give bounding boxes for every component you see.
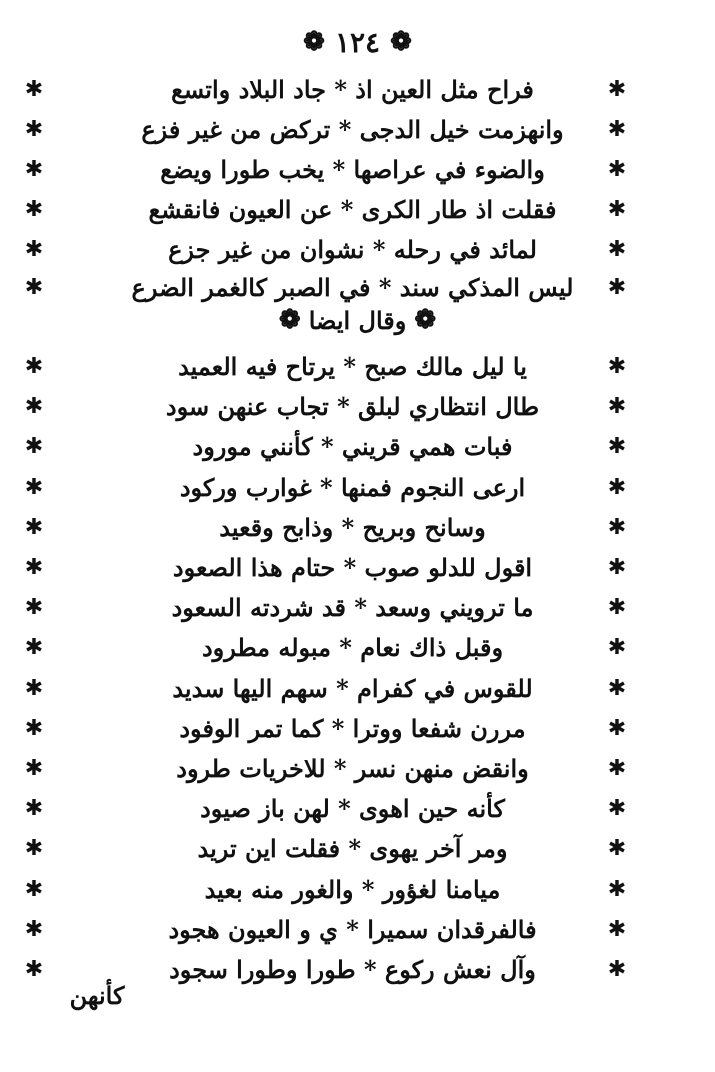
star-icon: ✱ (24, 197, 44, 222)
star-icon: ✱ (607, 836, 627, 861)
verse-text: فقلت اذ طار الكرى * عن العيون فانقشع (148, 195, 557, 224)
verse-line (0, 548, 715, 588)
verse-text: ليس المذكي سند * في الصبر كالغمر الضرع (131, 273, 574, 302)
star-icon: ✱ (607, 475, 627, 500)
star-icon: ✱ (607, 77, 627, 102)
verse-line (0, 347, 715, 387)
star-icon: ✱ (24, 756, 44, 781)
verse-line (0, 110, 715, 150)
verse-text: ومر آخر يهوى * فقلت اين تريد (197, 834, 508, 863)
verse-line (0, 669, 715, 709)
ornament-icon: ❁ (303, 27, 325, 57)
star-icon: ✱ (607, 756, 627, 781)
verse-text: ما ترويني وسعد * قد شردته السعود (171, 593, 534, 622)
star-icon: ✱ (607, 635, 627, 660)
verse-line (0, 190, 715, 230)
star-icon: ✱ (24, 475, 44, 500)
ornament-icon: ❁ (390, 27, 412, 57)
verse-text: ميامنا لغؤور * والغور منه بعيد (204, 875, 501, 904)
verse-line (0, 387, 715, 427)
verse-text: فراح مثل العين اذ * جاد البلاد واتسع (171, 75, 534, 104)
verse-text: اقول للدلو صوب * حتام هذا الصعود (172, 553, 533, 582)
star-icon: ✱ (607, 595, 627, 620)
verse-line (0, 427, 715, 467)
star-icon: ✱ (24, 515, 44, 540)
verse-line (0, 230, 715, 270)
star-icon: ✱ (24, 917, 44, 942)
star-icon: ✱ (24, 957, 44, 982)
verse-line (0, 468, 715, 508)
ornament-icon: ❁ (278, 305, 301, 335)
star-icon: ✱ (607, 117, 627, 142)
verse-text: كأنه حين اهوى * لهن باز صيود (200, 794, 505, 823)
verse-text: فالفرقدان سميرا * ي و العيون هجود (168, 915, 537, 944)
section-heading (0, 300, 715, 340)
catchword: كأنهن (69, 981, 125, 1010)
verse-text: والضوء في عراصها * يخب طورا ويضع (160, 155, 545, 184)
star-icon: ✱ (607, 157, 627, 182)
verse-line (0, 749, 715, 789)
verse-line (0, 910, 715, 950)
star-icon: ✱ (607, 957, 627, 982)
star-icon: ✱ (24, 676, 44, 701)
star-icon: ✱ (607, 796, 627, 821)
star-icon: ✱ (24, 275, 44, 300)
star-icon: ✱ (607, 394, 627, 419)
star-icon: ✱ (24, 555, 44, 580)
verse-text: وآل نعش ركوع * طورا وطورا سجود (169, 955, 536, 984)
verse-text: للقوس في كفرام * سهم اليها سديد (172, 674, 533, 703)
star-icon: ✱ (24, 836, 44, 861)
verse-text: وانهزمت خيل الدجى * تركض من غير فزع (141, 115, 564, 144)
verse-text: يا ليل مالك صبح * يرتاح فيه العميد (178, 352, 527, 381)
star-icon: ✱ (24, 635, 44, 660)
verse-text: وقبل ذاك نعام * مبوله مطرود (201, 633, 504, 662)
verse-line (0, 508, 715, 548)
star-icon: ✱ (607, 237, 627, 262)
star-icon: ✱ (24, 877, 44, 902)
verse-text: طال انتظاري لبلق * تجاب عنهن سود (165, 392, 540, 421)
star-icon: ✱ (24, 595, 44, 620)
star-icon: ✱ (607, 434, 627, 459)
star-icon: ✱ (607, 917, 627, 942)
star-icon: ✱ (24, 434, 44, 459)
star-icon: ✱ (607, 197, 627, 222)
star-icon: ✱ (607, 716, 627, 741)
verse-line (0, 70, 715, 110)
verse-line (0, 628, 715, 668)
star-icon: ✱ (24, 237, 44, 262)
verse-line (0, 829, 715, 869)
verse-text: وسانح وبريح * وذابح وقعيد (219, 513, 486, 542)
star-icon: ✱ (607, 555, 627, 580)
verse-text: لمائد في رحله * نشوان من غير جزع (168, 235, 537, 264)
page-header (0, 22, 715, 62)
star-icon: ✱ (607, 354, 627, 379)
star-icon: ✱ (607, 877, 627, 902)
star-icon: ✱ (607, 275, 627, 300)
verse-text: مررن شفعا ووترا * كما تمر الوفود (179, 714, 526, 743)
verse-line (0, 150, 715, 190)
star-icon: ✱ (24, 394, 44, 419)
star-icon: ✱ (24, 716, 44, 741)
section-heading-text: وقال ايضا (308, 305, 407, 335)
star-icon: ✱ (607, 676, 627, 701)
verse-line (0, 709, 715, 749)
star-icon: ✱ (24, 117, 44, 142)
ornament-icon: ❁ (414, 305, 437, 335)
verse-line (0, 588, 715, 628)
star-icon: ✱ (607, 515, 627, 540)
verse-line (0, 789, 715, 829)
verse-text: فبات همي قريني * كأنني مورود (192, 432, 513, 461)
star-icon: ✱ (24, 77, 44, 102)
verse-text: ارعى النجوم فمنها * غوارب وركود (179, 473, 526, 502)
verse-text: وانقض منهن نسر * للاخريات طرود (176, 754, 529, 783)
page-number: ١٢٤ (334, 25, 381, 59)
verse-line (0, 870, 715, 910)
star-icon: ✱ (24, 796, 44, 821)
star-icon: ✱ (24, 354, 44, 379)
star-icon: ✱ (24, 157, 44, 182)
